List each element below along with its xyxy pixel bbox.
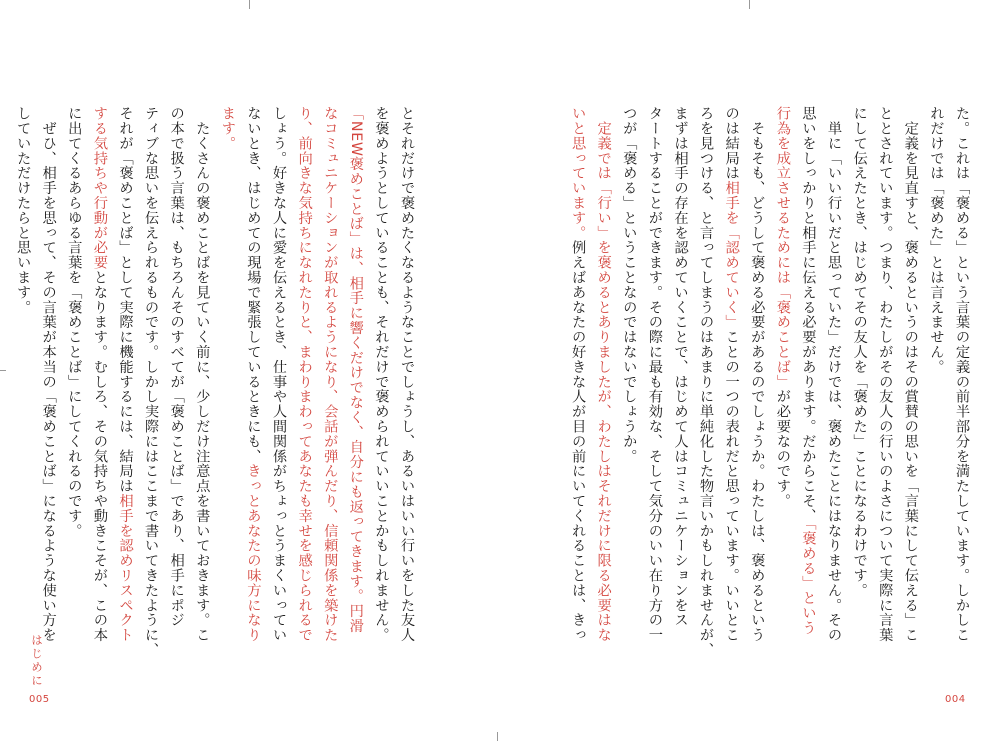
text-line [565, 106, 591, 643]
body-text: の本で扱う言葉は、もちろんそのすべてが「褒めことば」であり、相手にポジ [168, 106, 185, 628]
body-text: まずは相手の存在を認めていくことで、はじめて人はコミュニケーションをス [672, 106, 689, 628]
body-text: のは結局は [723, 106, 740, 181]
running-title: はじめに [30, 634, 44, 688]
highlighted-text: ます。 [219, 106, 236, 151]
text-line [265, 106, 291, 643]
body-text: それが「褒めことば」として実際に機能するには、結局は [117, 106, 134, 494]
text-line [393, 106, 419, 643]
body-text: 思いをしっかりと相手に伝える必要があります。だからこそ、 [800, 106, 817, 524]
body-text [596, 106, 612, 121]
body-text: ぜひ、相手を思って、その言葉が本当の「褒めことば」になるような使い方を [40, 106, 57, 643]
text-line [368, 106, 394, 643]
body-text: しょう。好きな人に愛を伝えるとき、仕事や人間関係がちょっとうまくいってい [271, 106, 288, 643]
text-line [214, 106, 240, 606]
body-text: していただけたらと思います。 [15, 106, 32, 315]
body-text: た。これは「褒める」という言葉の定義の前半部分を満たしています。しかしこ [954, 106, 970, 643]
text-line [616, 106, 642, 606]
text-line [35, 106, 61, 643]
text-line [846, 106, 872, 606]
body-text: たくさんの褒めことばを見ていく前に、少しだけ注意点を書いておきます。こ [194, 106, 211, 643]
body-text: ろを見つける、と言ってしまうのはあまりに単純化した物言いかもしれませんが、 [698, 106, 715, 658]
body-text: ことの一つの表れだと思っています。いいとこ [723, 329, 740, 643]
right-page-body-text [570, 106, 974, 658]
body-text: タートすることができます。その際に最も有効な、そして気分のいい在り方の一 [646, 106, 663, 643]
text-line [590, 106, 616, 643]
highlighted-text: 行為を成立させるためには「褒めことば」 [774, 106, 791, 390]
body-text: に出てくるあらゆる言葉を「褒めことば」にしてくれるのです。 [66, 106, 83, 539]
text-line [667, 106, 693, 628]
text-line [342, 106, 368, 634]
text-line [769, 106, 795, 606]
text-line [795, 106, 821, 636]
highlighted-text: 定義では「行い」を褒めるとありましたが、わたしはそれだけに限る必要はな [595, 120, 612, 643]
body-text: にして伝えたとき、はじめてその友人を「褒めた」ことになるわけです。 [851, 106, 868, 598]
body-text: となります。むしろ、その気持ちや動きこそが、この本 [91, 269, 108, 643]
text-line [189, 106, 215, 643]
highlighted-text: なコミュニケーションが取れるようになり、会話が弾んだり、信頼関係を築けた [322, 106, 339, 643]
body-text: 例えばあなたの好きな人が目の前にいてくれることは、きっ [570, 240, 587, 643]
right-page [500, 0, 1000, 741]
page-number-left: 005 [29, 694, 50, 705]
text-line [820, 106, 846, 643]
left-page-body-text [15, 106, 419, 658]
body-text: を褒めようとしていることも、それだけで褒められていいことかもしれません。 [373, 106, 390, 643]
body-text: が必要なのです。 [774, 389, 791, 509]
body-text: ティブな思いを伝えられるものです。しかし実際にはここまで書いてきたように、 [143, 106, 160, 658]
text-line [923, 106, 949, 606]
highlighted-text: 相手を「認めていく」 [723, 180, 740, 330]
highlighted-text: きっとあなたの味方になり [245, 463, 262, 643]
highlighted-text: する気持ちや行動が必要 [91, 106, 108, 270]
text-line [948, 106, 974, 643]
body-text: つが「褒める」ということなのではないでしょうか。 [621, 106, 638, 464]
text-line [317, 106, 343, 643]
text-line [872, 106, 898, 643]
text-line [137, 106, 163, 658]
highlighted-text: 相手を認めリスペクト [117, 493, 134, 643]
text-line [744, 106, 770, 643]
text-line [692, 106, 718, 658]
highlighted-text: 「NEW褒めことば」は、相手に響くだけでなく、自分にも返ってきます。円滑 [347, 106, 364, 634]
text-line [10, 106, 36, 606]
body-text: そもそも、どうして褒める必要があるのでしょうか。わたしは、褒めるという [749, 106, 766, 643]
highlighted-text: いと思っています。 [570, 106, 587, 241]
text-line [112, 106, 138, 643]
body-text: 定義を見直すと、褒めるというのはその賞賛の思いを「言葉にして伝える」こ [902, 106, 919, 643]
text-line [61, 106, 87, 606]
text-line [291, 106, 317, 643]
body-text: とそれだけで褒めたくなるようなことでしょうし、あるいはいい行いをした友人 [399, 106, 415, 643]
body-text: 単に「いい行いだと思っていた」だけでは、褒めたことにはなりません。その [826, 106, 843, 643]
page-number-right: 004 [945, 694, 966, 705]
body-text: ととされています。つまり、わたしがその友人の行いのよさについて実際に言葉 [877, 106, 894, 643]
highlighted-text: 「褒める」という [800, 523, 817, 636]
text-line [641, 106, 667, 643]
highlighted-text: り、前向きな気持ちになれたりと、まわりまわってあなたも幸せを感じられるで [296, 106, 313, 643]
body-text: れだけでは「褒めた」とは言えません。 [928, 106, 945, 375]
text-line [163, 106, 189, 628]
text-line [897, 106, 923, 643]
text-line [718, 106, 744, 643]
text-line [86, 106, 112, 643]
text-line [240, 106, 266, 643]
body-text: ないとき、はじめての現場で緊張しているときにも、 [245, 106, 262, 464]
